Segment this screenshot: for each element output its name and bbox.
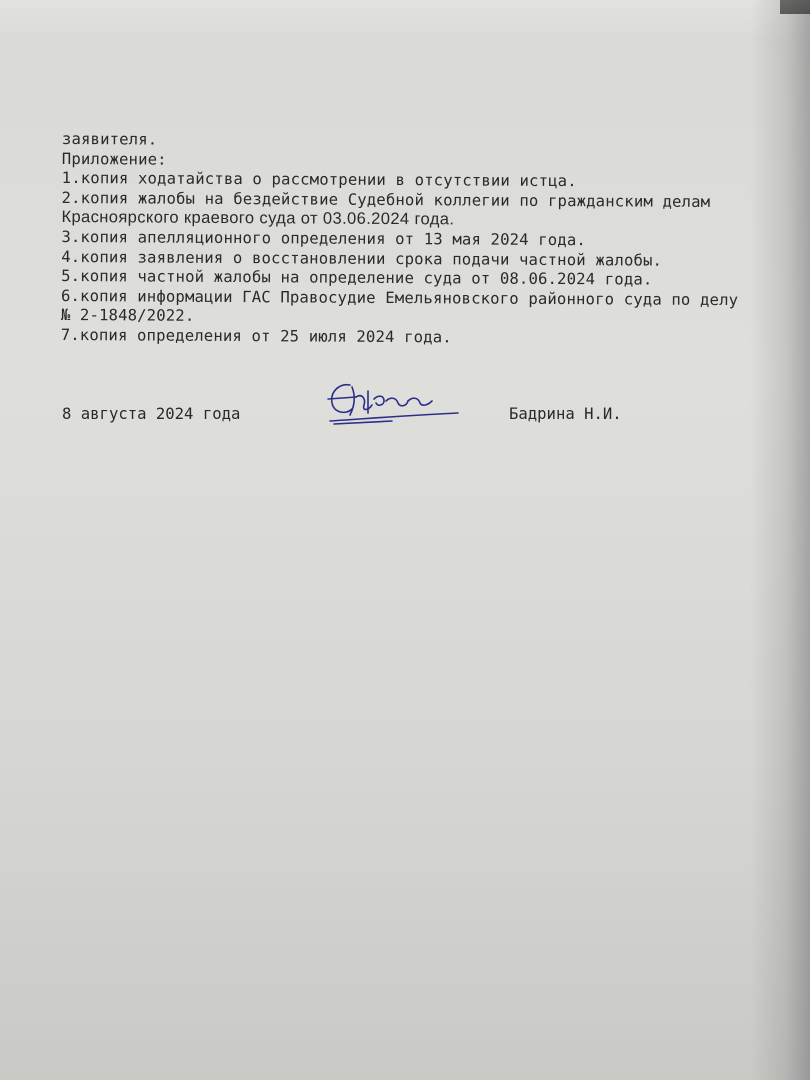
lighting-overlay-top <box>0 0 810 40</box>
attachment-item-1: 1.копия ходатайства о рассмотрении в отсутствии истца. <box>61 169 577 191</box>
document-body <box>61 130 782 350</box>
attachment-item-4: 4.копия заявления о восстановлении срока подачи частной жалобы. <box>61 247 663 270</box>
background-corner <box>780 0 810 14</box>
attachment-item-7: 7.копия определения от 25 июля 2024 года. <box>60 325 452 347</box>
attachment-item-5: 5.копия частной жалобы на определение суда от 08.06.2024 года. <box>61 267 653 289</box>
attachments-heading: Приложение: <box>61 149 167 169</box>
attachment-item-2-continued: Красноярского краевого суда от 03.06.2024 года. <box>61 208 455 229</box>
signatory-name: Бадрина Н.И. <box>509 405 622 423</box>
text-line: заявителя. <box>61 130 158 149</box>
attachment-item-6: 6.копия информации ГАС Правосудие Емельяновского районного суда по делу <box>60 286 739 309</box>
attachment-item-2: 2.копия жалобы на бездействие Судебной коллегии по гражданским делам <box>61 188 711 211</box>
signature-date: 8 августа 2024 года <box>62 405 241 423</box>
handwritten-signature <box>322 375 462 430</box>
attachment-item-3: 3.копия апелляционного определения от 13 мая 2024 года. <box>61 227 587 250</box>
attachment-item-6-continued: № 2-1848/2022. <box>60 306 195 326</box>
